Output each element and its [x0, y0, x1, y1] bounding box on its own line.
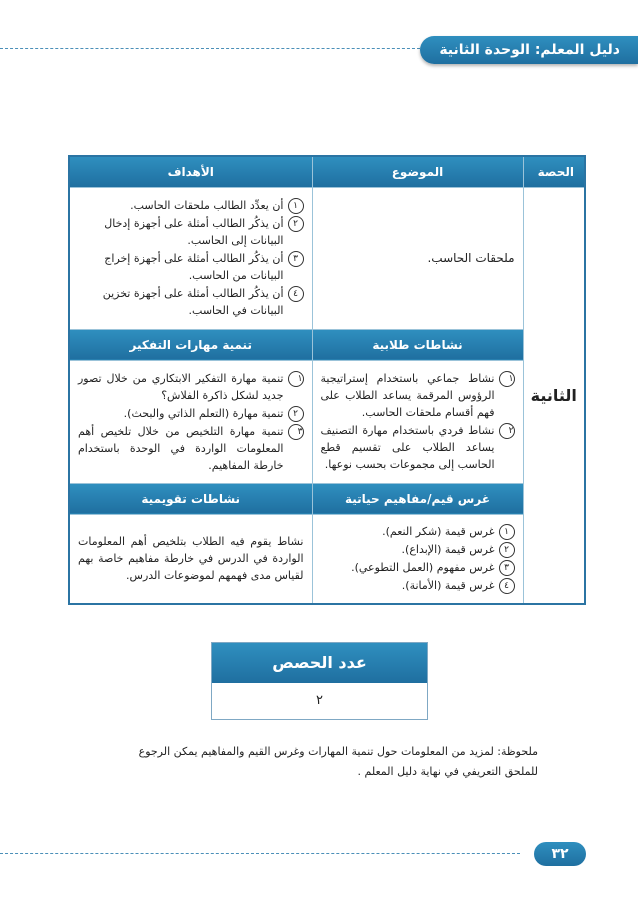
thinking-cell — [69, 360, 312, 483]
number-badge: ٢ — [288, 406, 304, 422]
list-item: ٢ تنمية مهارة (التعلم الذاتي والبحث). — [78, 405, 304, 422]
unit-header: دليل المعلم: الوحدة الثانية — [420, 36, 638, 64]
list-item: ١ غرس قيمة (شكر النعم). — [321, 523, 515, 540]
number-badge: ٤ — [499, 578, 515, 594]
thinking-header: تنمية مهارات التفكير — [69, 329, 312, 360]
activities-cell — [312, 360, 523, 483]
list-item: ٢ أن يذكُر الطالب أمثلة على أجهزة إدخال البيانات إلى الحاسب. — [78, 215, 304, 249]
footnote: ملحوظة: لمزيد من المعلومات حول تنمية المهارات وغرس القيم والمفاهيم يمكن الرجوع للملحق التعريفي في نهاية دليل المعلم . — [138, 745, 538, 778]
list-item: ٤ أن يذكُر الطالب أمثلة على أجهزة تخزين البيانات في الحاسب. — [78, 285, 304, 319]
footer-divider — [0, 853, 520, 854]
list-item: ٤ غرس قيمة (الأمانة). — [321, 577, 515, 594]
list-item: ٣ أن يذكُر الطالب أمثلة على أجهزة إخراج البيانات من الحاسب. — [78, 250, 304, 284]
number-badge: ٢ — [288, 216, 304, 232]
header-divider — [0, 48, 420, 49]
objectives-header: الأهداف — [69, 156, 312, 188]
number-badge: ٣ — [288, 424, 304, 440]
list-item: ٢ نشاط فردي باستخدام مهارة التصنيف يساعد الطلاب على تقسيم قطع الحاسب إلى مجموعات بحسب نوعها. — [320, 424, 514, 472]
lesson-plan-table — [68, 155, 586, 605]
page-number: ٣٢ — [534, 842, 586, 866]
number-badge: ٢ — [499, 423, 515, 439]
topic-value: ملحقات الحاسب. — [312, 188, 523, 330]
number-badge: ١ — [288, 198, 304, 214]
number-badge: ٣ — [288, 251, 304, 267]
lesson-count-box — [211, 642, 428, 720]
values-header: غرس قيم/مفاهيم حياتية — [312, 483, 523, 514]
list-item: ٢ غرس قيمة (الإبداع). — [321, 541, 515, 558]
assessment-header: نشاطات تقويمية — [69, 483, 312, 514]
objectives-cell — [69, 188, 312, 330]
lesson-header: الحصة — [523, 156, 585, 188]
number-badge: ١ — [288, 371, 304, 387]
list-item: ٣ غرس مفهوم (العمل التطوعي). — [321, 559, 515, 576]
lesson-count-value: ٢ — [316, 693, 323, 708]
activities-header: نشاطات طلابية — [312, 329, 523, 360]
number-badge: ٣ — [499, 560, 515, 576]
lesson-count-title: عدد الحصص — [212, 643, 427, 683]
values-cell — [312, 514, 523, 604]
number-badge: ٤ — [288, 286, 304, 302]
topic-header: الموضوع — [312, 156, 523, 188]
list-item: ١ نشاط جماعي باستخدام إستراتيجية الرؤوس المرقمة يساعد الطلاب على فهم أقسام ملحقات الحاسب. — [320, 372, 514, 420]
number-badge: ١ — [499, 371, 515, 387]
list-item: ٣ تنمية مهارة التلخيص من خلال تلخيص أهم المعلومات الواردة في الوحدة باستخدام خارطة المفاهيم. — [78, 424, 303, 472]
number-badge: ١ — [499, 524, 515, 540]
number-badge: ٢ — [499, 542, 515, 558]
list-item: ١ أن يعدِّد الطالب ملحقات الحاسب. — [78, 197, 304, 214]
assessment-cell: نشاط يقوم فيه الطلاب بتلخيص أهم المعلومات الواردة في الدرس في خارطة مفاهيم خاصة بهم لقياس مدى فهمهم لموضوعات الدرس. — [69, 514, 312, 604]
list-item: ١ تنمية مهارة التفكير الابتكاري من خلال تصور جديد لشكل ذاكرة الفلاش؟ — [78, 371, 303, 402]
lesson-value: الثانية — [523, 188, 585, 605]
